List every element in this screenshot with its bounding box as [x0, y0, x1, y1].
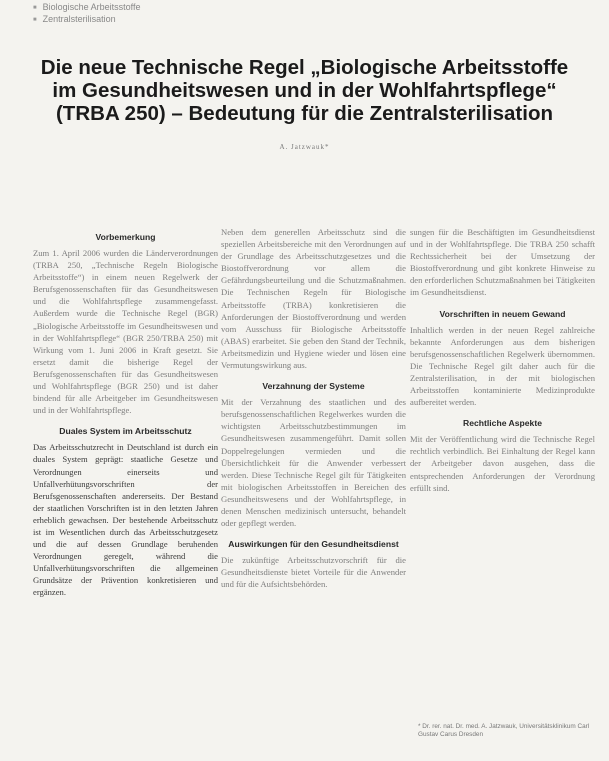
topic-tag: ■ Zentralsterilisation	[33, 14, 141, 26]
section-heading: Rechtliche Aspekte	[463, 418, 542, 429]
topic-tag: ■ Biologische Arbeitsstoffe	[33, 2, 141, 14]
column-1	[33, 232, 218, 599]
body-paragraph: Die zukünftige Arbeitsschutzvorschrift für die Gesundheitsdienste bietet Vorteile für die Anwender und für die Aufsichtsbehörden.	[221, 555, 406, 590]
section-heading: Duales System im Arbeitsschutz	[59, 426, 192, 437]
column-2	[221, 226, 406, 590]
topic-tags	[33, 2, 141, 26]
footnote: * Dr. rer. nat. Dr. med. A. Jatzwauk, Universitätsklinikum Carl Gustav Carus Dresden	[418, 723, 590, 738]
section-heading: Verzahnung der Systeme	[262, 381, 365, 392]
body-paragraph: Mit der Veröffentlichung wird die Technische Regel rechtlich verbindlich. Bei Einhaltung der Regel kann der Arbeitgeber davon ausgehen, dass die entsprechenden Anforderungen der Verordnung erfüllt sind.	[410, 434, 595, 493]
section-heading: Vorbemerkung	[95, 232, 156, 242]
section-heading: Vorschriften in neuem Gewand	[439, 308, 566, 319]
section-heading: Auswirkungen für den Gesundheitsdienst	[228, 539, 399, 550]
body-paragraph: Mit der Verzahnung des staatlichen und des berufsgenossenschaftlichen Regelwerkes wurden die wichtigsten Arbeitsschutzbestimmungen im Gesundheitswesen zusammengeführt. Damit sollen Doppelregelungen vermieden und die Übersichtlichkeit für die Anwender verbessert werden. Diese Technische Regel gilt für Tätigkeiten mit biologischen Arbeitsstoffen in Bereichen des Gesundheitswesens und der Wohlfahrtspflege, in denen Menschen medizinisch untersucht, behandelt oder gepflegt werden.	[221, 397, 406, 529]
author-line: A. Jatzwauk*	[279, 143, 330, 151]
body-paragraph: Das Arbeitsschutzrecht in Deutschland ist durch ein duales System geprägt: staatliche Gesetze und Verordnungen einerseits und Unfallverhütungsvorschriften der Berufsgenossenschaften andererseits. Der Bestand der staatlichen Vorschriften ist in den letzten Jahren erheblich gewachsen. Der bestehende Arbeitsschutz ist im Wesentlichen durch das Arbeitsschutzgesetz und die auf dessen Grundlage beruhenden Verordnungen geregelt, während die Unfallverhütungsvorschriften die allgemeinen Grundsätze der Prävention konkretisieren und ergänzen.	[33, 442, 218, 598]
article-title-line: (TRBA 250) – Bedeutung für die Zentralsterilisation	[55, 102, 553, 125]
article-title	[0, 56, 609, 125]
column-3	[410, 226, 595, 494]
body-paragraph: sungen für die Beschäftigten im Gesundheitsdienst und in der Wohlfahrtspflege. Die TRBA 250 schafft Rechtssicherheit bei der Umsetzung der Biostoffverordnung und gibt konkrete Hinweise zu den erforderlichen Schutzmaßnahmen bei Tätigkeiten im Gesundheitsdienst.	[410, 227, 595, 298]
body-paragraph: Neben dem generellen Arbeitsschutz sind die speziellen Arbeitsbereiche mit den Verordnungen auf der Grundlage des Arbeitsschutzgesetzes und die Biostoffverordnung vor allem die Gefährdungsbeurteilung und die Schutzmaßnahmen. Die Technischen Regeln für Biologische Arbeitsstoffe (TRBA) konkretisieren die Anforderungen der Biostoffverordnung und werden vom Ausschuss für Biologische Arbeitsstoffe (ABAS) erarbeitet. Sie geben den Stand der Technik, Arbeitsmedizin und Hygiene wieder und lösen eine Vermutungswirkung aus.	[221, 227, 406, 371]
article-title-line: Die neue Technische Regel „Biologische Arbeitsstoffe	[40, 56, 569, 79]
body-paragraph: Inhaltlich werden in der neuen Regel zahlreiche bekannte Anforderungen aus dem bisherigen berufsgenossenschaftlichen Regelwerk übernommen. Die Technische Regel gilt daher auch für die Zentralsterilisation, in der mit biologischen Arbeitsstoffen kontaminierte Medizinprodukte aufbereitet werden.	[410, 324, 595, 408]
body-paragraph: Zum 1. April 2006 wurden die Länderverordnungen (TRBA 250, „Technische Regeln Biologische Arbeitsstoffe“) in einem neuen Regelwerk der Berufsgenossenschaften für das Gesundheitswesen und die Wohlfahrtspflege zusammengefasst. Außerdem wurde die Technische Regel (BGR) „Biologische Arbeitsstoffe im Gesundheitswesen und in der Wohlfahrtspflege“ (BGR 250/TRBA 250) mit Wirkung vom 1. Juni 2006 in Kraft gesetzt. Sie ersetzt damit die bisherige Regel der Berufsgenossenschaften für das Gesundheitswesen und Wohlfahrtspflege (BGR 250) und ist daher bindend für alle Arbeitgeber im Gesundheitswesen und in der Wohlfahrtspflege.	[33, 248, 218, 416]
article-title-line: im Gesundheitswesen und in der Wohlfahrtspflege“	[52, 79, 557, 102]
